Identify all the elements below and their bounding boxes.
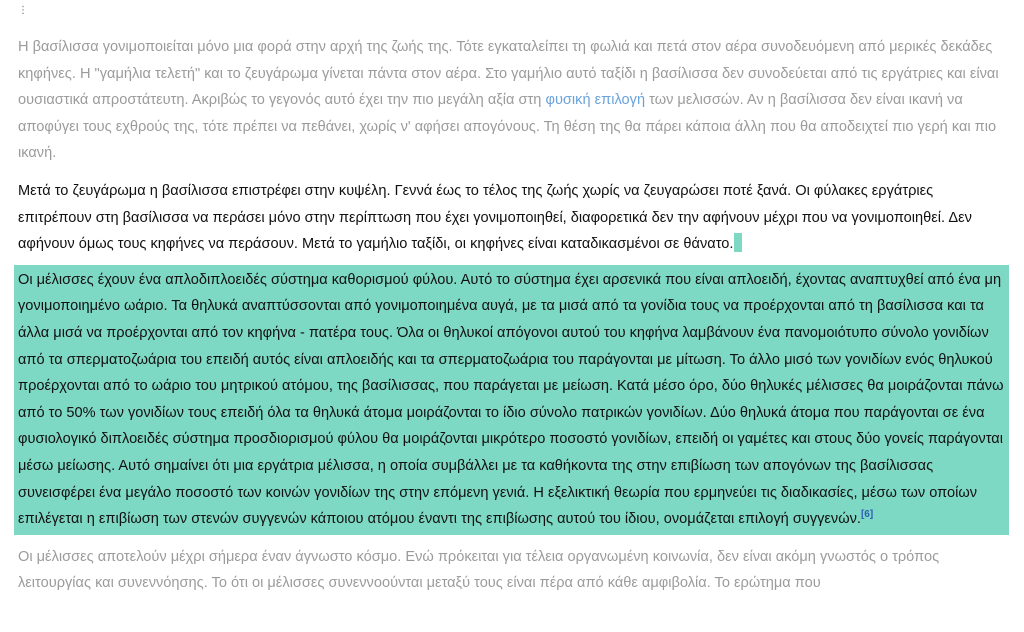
paragraph-text: Η βασίλισσα γονιμοποιείται μόνο μια φορά στην αρχή της ζωής της. Τότε εγκαταλείπει τη φωλιά και πετά στον αέρα συνοδευόμενη από μερικές δεκάδες κηφήνες. Η "γαμήλια τελετή" και το ζευγάρωμα γίνεται πάντα στον αέρα. Στο γαμήλιο αυτό ταξίδι η βασίλισσα δεν συνοδεύεται από τις εργάτριες και είναι ουσιαστικά απροστάτευτη. Ακριβώς το γεγονός αυτό έχει την πιο μεγάλη αξία στη [18, 39, 999, 109]
paragraph-text: Οι μέλισσες έχουν ένα απλοδιπλοειδές σύστημα καθορισμού φύλου. Αυτό το σύστημα έχει αρσενικά που είναι απλοειδή, έχοντας αναπτυχθεί από ένα μη γονιμοποιημένο ωάριο. Τα θηλυκά αναπτύσσονται από γονιμοποιημένα αυγά, με τα μισά από τα γονίδια τους να προέρχονται από τη βασίλισσα και τα άλλα μισά να προέρχονται από τον κηφήνα - πατέρα τους. Όλα οι θηλυκοί απόγονοι αυτού του κηφήνα λαμβάνουν ένα πανομοιότυπο σύνολο γονιδίων από τα σπερματοζωάρια του επειδή αυτός είναι απλοειδής και τα σπερματοζωάρια του παράγονται με μίτωση. Το άλλο μισό των γονιδίων ενός θηλυκού προέρχονται από το ωάριο του μητρικού ατόμου, της βασίλισσας, που παράγεται με μείωση. Κατά μέσο όρο, δύο θηλυκές μέλισσες θα μοιράζονται πάνω από το 50% των γονιδίων τους επειδή όλα τα θηλυκά άτομα μοιράζονται το ίδιο σύνολο πατρικών γονιδίων. Δύο θηλυκά άτομα που παράγονται σε ένα φυσιολογικό διπλοειδές σύστημα προσδιορισμού φύλου θα μοιράζονται μικρότερο ποσοστό γονιδίων, επειδή οι γαμέτες και στους δύο γονείς παράγονται μέσω μείωσης. Αυτό σημαίνει ότι μια εργάτρια μέλισσα, η οποία συμβάλλει με τα καθήκοντα της στην επιβίωση των απογόνων της βασίλισσας συνεισφέρει ένα μεγάλο ποσοστό των κοινών γονιδίων της στην επόμενη γενιά. Η εξελικτική θεωρία που ερμηνεύει τις διαδικασίες, μέσω των οποίων επιλέγεται η επιβίωση των στενών συγγενών κάποιου ατόμου έναντι της επιβίωσης αυτού του ίδιου, ονομάζεται επιλογή συγγενών. [18, 271, 1004, 528]
paragraph-text: Μετά το ζευγάρωμα η βασίλισσα επιστρέφει στην κυψέλη. Γεννά έως το τέλος της ζωής χωρίς να ζευγαρώσει ποτέ ξανά. Οι φύλακες εργάτριες επιτρέπουν στη βασίλισσα να περάσει μόνο στην περίπτωση που έχει γονιμοποιηθεί, διαφορετικά δεν την αφήνουν μέχρι που να γονιμοποιηθεί. Δεν αφήνουν όμως τους κηφήνες να περάσουν. Μετά το γαμήλιο ταξίδι, οι κηφήνες είναι καταδικασμένοι σε θάνατο. [18, 182, 972, 253]
reference-link[interactable]: [6] [860, 509, 874, 521]
paragraph-sex-determination-highlighted[interactable] [14, 265, 1009, 535]
paragraph-queen-mating-flight [18, 34, 1010, 167]
vertical-ellipsis-icon[interactable]: ⋮ [18, 5, 27, 16]
link-natural-selection[interactable]: φυσική επιλογή [545, 92, 646, 109]
paragraph-text: Οι μέλισσες αποτελούν μέχρι σήμερα έναν άγνωστο κόσμο. Ενώ πρόκειται για τέλεια οργανωμένη κοινωνία, δεν είναι ακόμη γνωστός ο τρόπος λειτουργίας και συνεννόησης. Το ότι οι μέλισσες συνεννοούνται μεταξύ τους είναι πέρα από κάθε αμφιβολία. Το ερώτημα που [18, 548, 940, 592]
paragraph-after-mating [18, 178, 1010, 258]
text-cursor [734, 233, 742, 252]
paragraph-unknown-world [18, 544, 1010, 597]
paragraph-text: των μελισσών. Αν η βασίλισσα δεν είναι ικανή να αποφύγει τους εχθρούς της, τότε πρέπει να πεθάνει, χωρίς ν' αφήσει απογόνους. Τη θέση της θα πάρει κάποια άλλη που θα αποδειχτεί πιο γερή και πιο ικανή. [18, 92, 997, 162]
article-body [18, 34, 1010, 597]
